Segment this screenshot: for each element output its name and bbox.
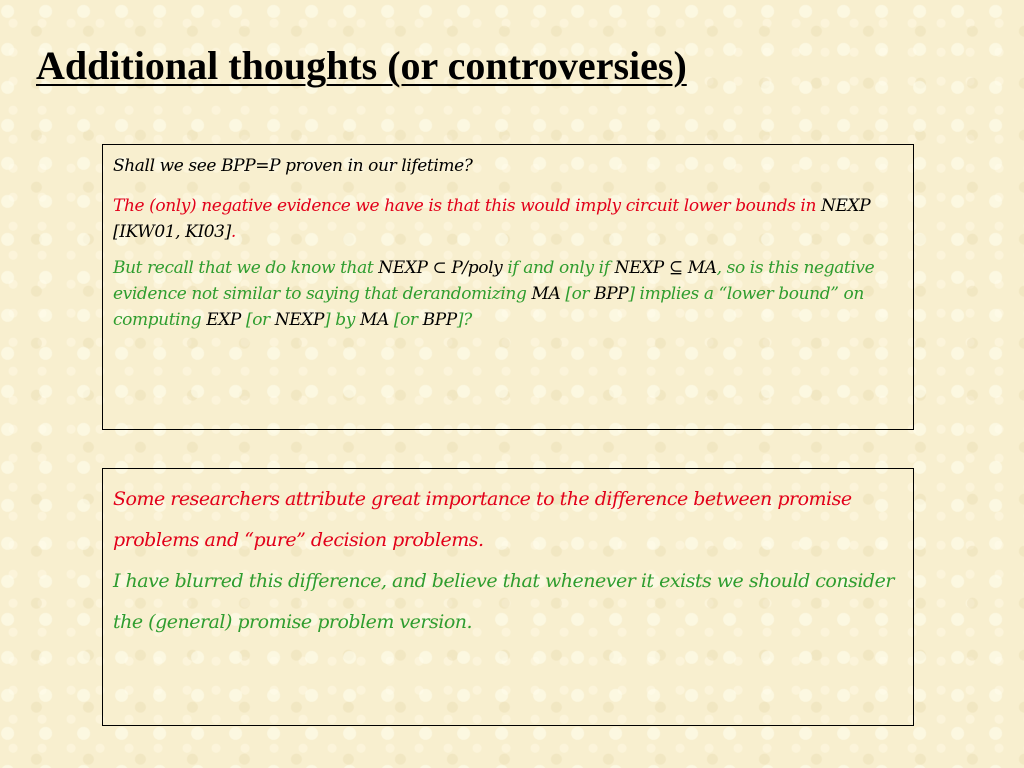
bpp-question: Shall we see BPP=P proven in our lifetime?	[113, 156, 473, 176]
subset-symbol: ⊂	[432, 258, 447, 278]
promise-problems-box	[102, 468, 914, 726]
promise-problems-opinion: I have blurred this difference, and believe that whenever it exists we should consider the (general) promise problem version.	[113, 570, 894, 633]
negative-evidence-text: The (only) negative evidence we have is that this would imply circuit lower bounds in NEXP [IKW01, KI03].	[113, 196, 871, 242]
promise-problems-statement: Some researchers attribute great importance to the difference between promise problems and “pure” decision problems.	[113, 488, 852, 551]
nexp-citation: NEXP [IKW01, KI03]	[113, 196, 871, 242]
recall-paragraph: But recall that we do know that NEXP ⊂ P/poly if and only if NEXP ⊆ MA, so is this negative evidence not similar to saying that derandomizing MA [or BPP] implies a “lower bound” on computing EXP [or NEXP] by MA [or BPP]?	[113, 258, 875, 330]
slide-title: Additional thoughts (or controversies)	[36, 43, 687, 88]
subseteq-symbol: ⊆	[668, 258, 683, 278]
bpp-discussion-box	[102, 144, 914, 430]
